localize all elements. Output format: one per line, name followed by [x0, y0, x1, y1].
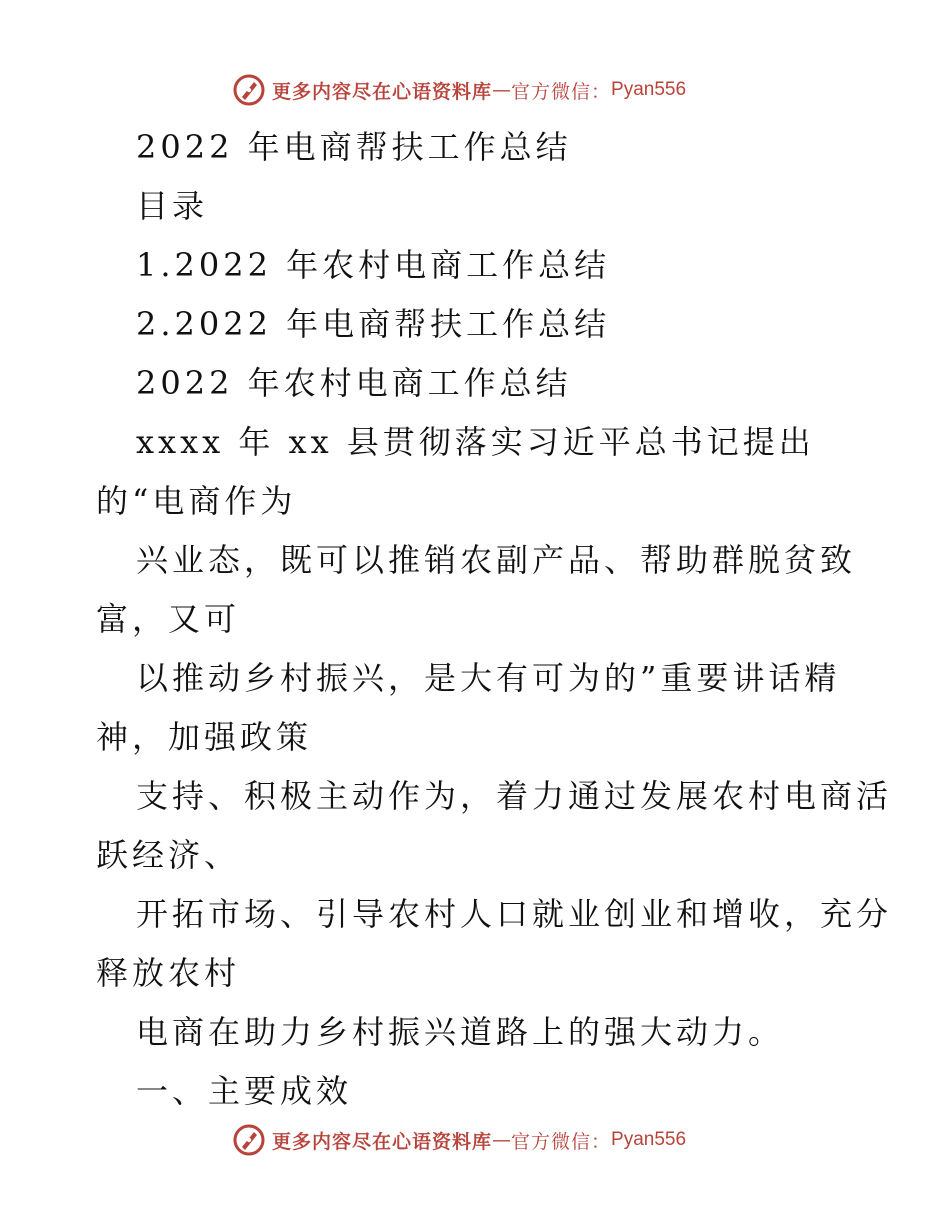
pen-nib-circle-icon	[232, 1123, 266, 1157]
section-title: 2022 年农村电商工作总结	[136, 364, 572, 402]
paragraph-line: 开拓市场、引导农村人口就业创业和增收，充分	[136, 895, 893, 933]
subsection-heading: 一、主要成效	[136, 1072, 353, 1110]
watermark-separator: —	[492, 79, 512, 101]
watermark-wechat-id: Pyan556	[611, 1129, 687, 1150]
paragraph-line: 支持、积极主动作为，着力通过发展农村电商活	[136, 777, 893, 815]
header-watermark	[232, 70, 686, 110]
toc-heading: 目录	[136, 187, 209, 225]
toc-item-1: 1.2022 年农村电商工作总结	[136, 246, 611, 284]
paragraph-line: 富，又可	[96, 600, 241, 638]
paragraph-line: xxxx 年 xx 县贯彻落实习近平总书记提出	[136, 423, 815, 461]
pen-nib-circle-icon	[232, 73, 266, 107]
watermark-official-label: 官方微信：	[511, 80, 612, 103]
watermark-wechat-id: Pyan556	[611, 79, 687, 100]
paragraph-line: 的“电商作为	[96, 482, 297, 520]
toc-item-2: 2.2022 年电商帮扶工作总结	[136, 305, 611, 343]
footer-watermark	[232, 1120, 686, 1160]
paragraph-line: 跃经济、	[96, 836, 241, 874]
paragraph-line: 释放农村	[96, 954, 241, 992]
watermark-separator: —	[492, 1129, 512, 1151]
paragraph-line: 神，加强政策	[96, 718, 313, 756]
watermark-brand: 更多内容尽在心语资料库	[272, 80, 493, 103]
document-body	[96, 118, 893, 1121]
paragraph-line: 兴业态，既可以推销农副产品、帮助群脱贫致	[136, 541, 857, 579]
document-title: 2022 年电商帮扶工作总结	[136, 128, 572, 166]
paragraph-line: 电商在助力乡村振兴道路上的强大动力。	[136, 1013, 785, 1051]
watermark-official-label: 官方微信：	[511, 1130, 612, 1153]
watermark-brand: 更多内容尽在心语资料库	[272, 1130, 493, 1153]
paragraph-line: 以推动乡村振兴，是大有可为的”重要讲话精	[136, 659, 841, 697]
